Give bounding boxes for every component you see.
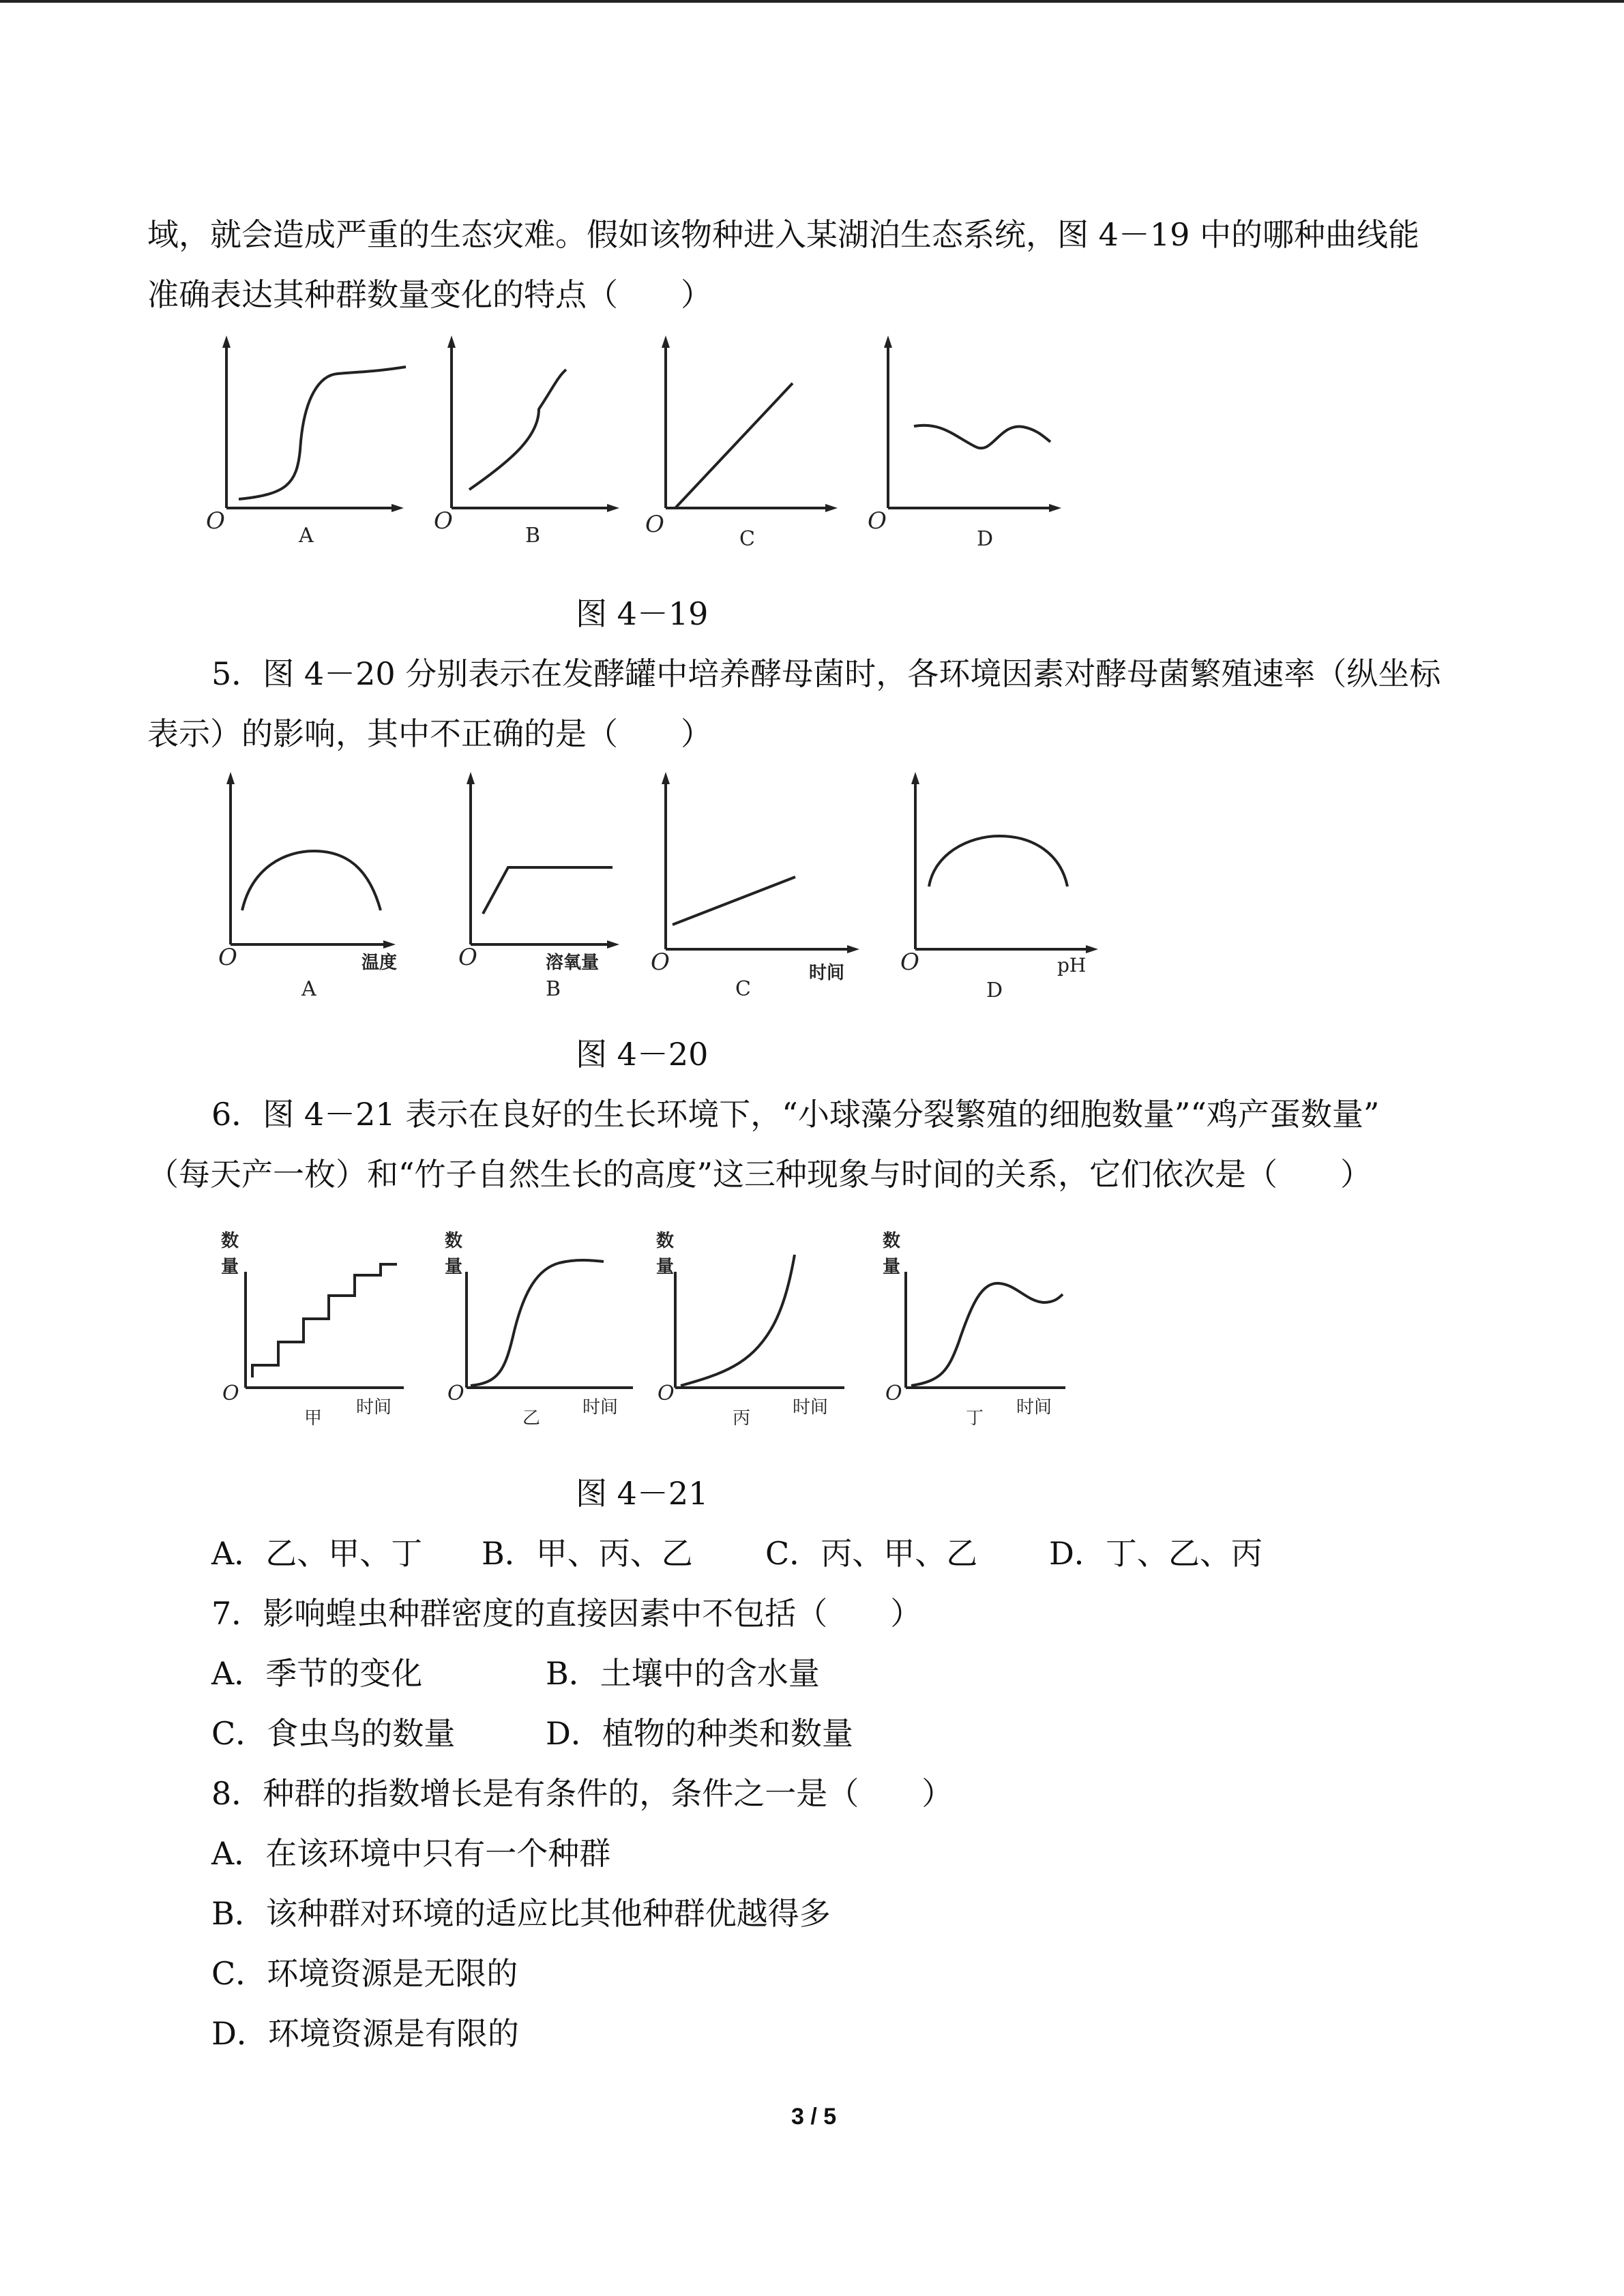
fig21-origin-bing: O xyxy=(658,1382,675,1405)
fig20-xlabel-a: 温度 xyxy=(361,953,398,973)
q8-stem: 8．种群的指数增长是有条件的，条件之一是（ ） xyxy=(211,1775,954,1812)
q8-option-d[interactable]: D．环境资源是有限的 xyxy=(211,2015,519,2052)
q7-option-d[interactable]: D．植物的种类和数量 xyxy=(546,1715,853,1752)
fig21-panel-ding xyxy=(883,1231,1065,1429)
q8-option-c[interactable]: C．环境资源是无限的 xyxy=(211,1955,518,1992)
q7-option-b[interactable]: B．土壤中的含水量 xyxy=(546,1655,820,1692)
intro-line-1: 域，就会造成严重的生态灾难。假如该物种进入某湖泊生态系统，图 4－19 中的哪种曲线能 xyxy=(147,216,1420,253)
fig21-xlabel-bing: 时间 xyxy=(793,1397,829,1418)
fig21-xlabel-jia: 时间 xyxy=(356,1397,392,1418)
fig20-panel-b xyxy=(458,772,619,1001)
fig19-panel-b xyxy=(434,336,619,548)
fig20-label-d: D xyxy=(986,979,1003,1002)
fig20-label-a: A xyxy=(301,977,316,1001)
figure-4-19 xyxy=(205,334,1091,566)
q6-option-b[interactable]: B．甲、丙、乙 xyxy=(482,1535,693,1572)
fig21-xlabel-yi: 时间 xyxy=(582,1397,619,1418)
fig20-a-arch xyxy=(242,851,381,910)
fig21-label-ding: 丁 xyxy=(966,1408,984,1429)
fig21-origin-ding: O xyxy=(885,1382,902,1405)
fig20-b-rise-plateau xyxy=(483,867,612,914)
fig21-ylabel-top-bing: 数 xyxy=(656,1231,675,1251)
fig21-label-yi: 乙 xyxy=(522,1408,541,1429)
fig19-label-b: B xyxy=(525,524,541,548)
fig19-d-wave xyxy=(914,426,1050,449)
fig20-xlabel-b: 溶氧量 xyxy=(546,953,600,973)
fig21-origin-yi: O xyxy=(447,1382,464,1405)
fig21-ylabel-top-jia: 数 xyxy=(221,1231,239,1251)
figure-4-21 xyxy=(205,1207,1091,1446)
q7-option-a[interactable]: A．季节的变化 xyxy=(211,1655,423,1692)
top-border xyxy=(0,0,1624,3)
fig19-a-s-curve xyxy=(239,367,406,499)
fig21-origin-jia: O xyxy=(222,1382,239,1405)
fig21-ding-overshoot xyxy=(911,1283,1063,1386)
fig19-b-j-curve xyxy=(469,370,566,490)
fig20-panel-d xyxy=(900,772,1098,1002)
fig21-caption: 图 4－21 xyxy=(576,1475,709,1512)
fig21-panel-jia xyxy=(221,1231,404,1429)
fig19-origin-c: O xyxy=(645,511,664,538)
fig21-ylabel-bottom-ding: 量 xyxy=(883,1257,901,1277)
fig21-jia-staircase xyxy=(252,1264,397,1377)
fig20-panel-a xyxy=(218,772,397,1001)
fig20-panel-c xyxy=(651,772,859,1001)
q7-stem: 7．影响蝗虫种群密度的直接因素中不包括（ ） xyxy=(211,1595,922,1632)
fig21-yi-s-curve xyxy=(471,1260,604,1386)
q8-option-b[interactable]: B．该种群对环境的适应比其他种群优越得多 xyxy=(211,1895,831,1932)
fig19-label-d: D xyxy=(977,527,994,551)
fig19-caption: 图 4－19 xyxy=(576,595,709,632)
fig19-label-a: A xyxy=(299,524,314,548)
q6-line-1: 6．图 4－21 表示在良好的生长环境下，“小球藻分裂繁殖的细胞数量”“鸡产蛋数量” xyxy=(211,1096,1380,1133)
fig21-ylabel-bottom-yi: 量 xyxy=(445,1257,463,1277)
intro-line-2: 准确表达其种群数量变化的特点（ ） xyxy=(147,276,712,313)
fig19-label-c: C xyxy=(739,527,755,551)
fig19-panel-c xyxy=(645,336,838,551)
fig21-label-bing: 丙 xyxy=(733,1408,751,1429)
fig21-xlabel-ding: 时间 xyxy=(1016,1397,1052,1418)
fig20-origin-b: O xyxy=(458,944,477,971)
q5-line-2: 表示）的影响，其中不正确的是（ ） xyxy=(147,715,712,752)
fig21-panel-bing xyxy=(656,1231,844,1429)
fig20-xlabel-c: 时间 xyxy=(809,963,845,983)
fig20-origin-a: O xyxy=(218,944,237,971)
fig21-label-jia: 甲 xyxy=(304,1408,323,1429)
q7-option-c[interactable]: C．食虫鸟的数量 xyxy=(211,1715,456,1752)
q6-option-d[interactable]: D．丁、乙、丙 xyxy=(1049,1535,1263,1572)
fig20-origin-d: O xyxy=(900,949,919,976)
fig20-label-b: B xyxy=(546,977,561,1001)
fig20-caption: 图 4－20 xyxy=(576,1036,709,1073)
fig19-origin-b: O xyxy=(434,507,453,535)
fig19-panel-d xyxy=(868,336,1061,551)
fig21-bing-j-curve xyxy=(681,1255,795,1386)
q6-line-2: （每天产一枚）和“竹子自然生长的高度”这三种现象与时间的关系，它们依次是（ ） xyxy=(147,1156,1372,1193)
fig20-label-c: C xyxy=(735,977,751,1001)
figure-4-20 xyxy=(205,771,1091,1016)
fig20-c-line xyxy=(673,877,795,925)
fig20-d-arch xyxy=(929,836,1067,886)
fig20-xlabel-d: pH xyxy=(1057,954,1087,976)
fig19-panel-a xyxy=(206,336,406,548)
q6-option-a[interactable]: A．乙、甲、丁 xyxy=(211,1535,423,1572)
fig19-c-line xyxy=(675,383,793,508)
q8-option-a[interactable]: A．在该环境中只有一个种群 xyxy=(211,1835,611,1872)
fig21-ylabel-top-ding: 数 xyxy=(883,1231,901,1251)
fig21-ylabel-bottom-bing: 量 xyxy=(656,1257,675,1277)
q5-line-1: 5．图 4－20 分别表示在发酵罐中培养酵母菌时，各环境因素对酵母菌繁殖速率（纵坐标 xyxy=(211,655,1441,692)
fig19-origin-d: O xyxy=(868,507,887,535)
fig19-origin-a: O xyxy=(206,507,225,535)
fig21-panel-yi xyxy=(445,1231,633,1429)
page-number: 3 / 5 xyxy=(791,2104,837,2130)
q6-option-c[interactable]: C．丙、甲、乙 xyxy=(765,1535,978,1572)
fig21-ylabel-top-yi: 数 xyxy=(445,1231,463,1251)
fig21-ylabel-bottom-jia: 量 xyxy=(221,1257,239,1277)
fig20-origin-c: O xyxy=(651,949,670,976)
